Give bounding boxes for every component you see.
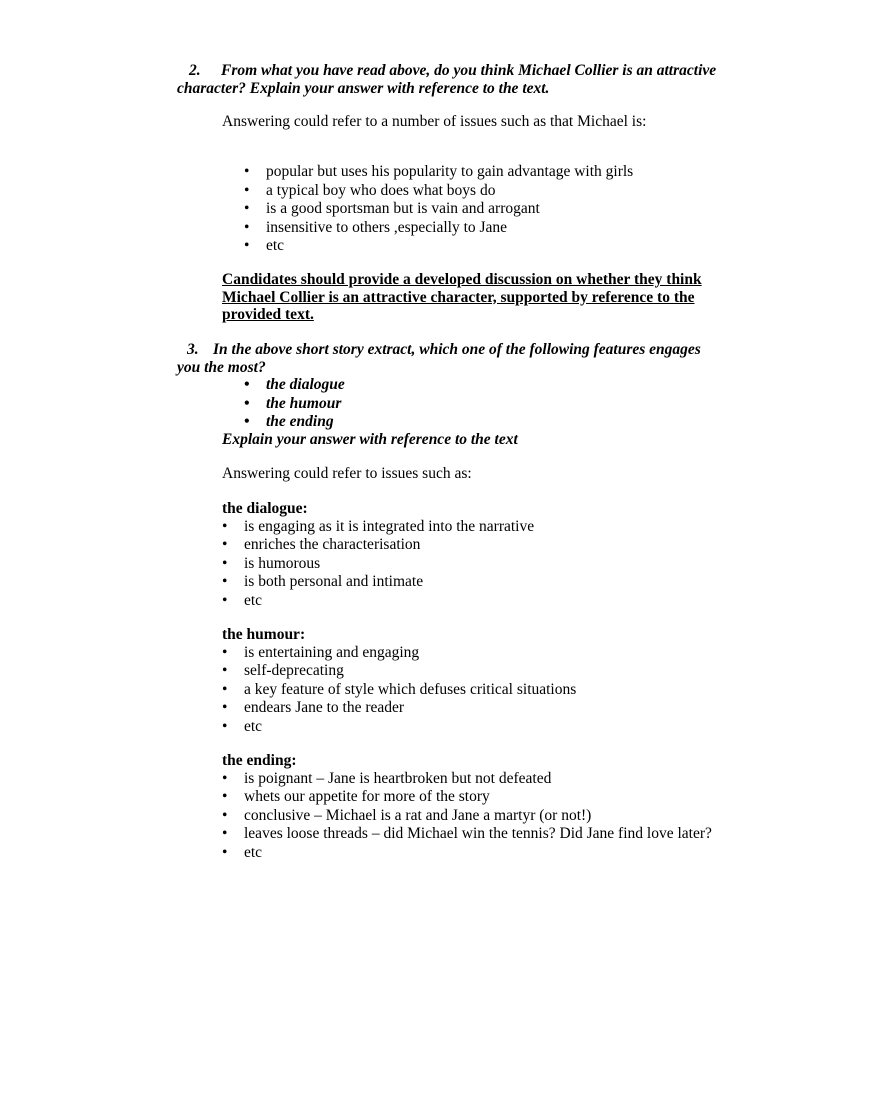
question-3-title — [177, 341, 722, 377]
list-item: • is entertaining and engaging — [222, 644, 576, 662]
candidates-guidance: Candidates should provide a developed discussion on whether they think Michael Collier is an attractive character, supported by reference to the provided text. — [222, 271, 702, 323]
list-item: • a key feature of style which defuses critical situations — [222, 681, 576, 699]
list-item: • whets our appetite for more of the story — [222, 788, 712, 806]
list-item: • etc — [222, 592, 534, 610]
list-item: • is both personal and intimate — [222, 573, 534, 591]
list-item: • self-deprecating — [222, 662, 576, 680]
question-2-text: From what you have read above, do you think Michael Collier is an attractive character? Explain your answer with reference to the text. — [177, 62, 717, 97]
question-2-number: 2. — [189, 62, 201, 79]
list-item: • leaves loose threads – did Michael win the tennis? Did Jane find love later? — [222, 825, 712, 843]
list-item: • conclusive – Michael is a rat and Jane a martyr (or not!) — [222, 807, 712, 825]
list-item: • a typical boy who does what boys do — [244, 182, 633, 201]
question-3-number: 3. — [187, 341, 199, 358]
list-item: • etc — [244, 237, 633, 256]
humour-list — [222, 644, 576, 736]
list-item: • the humour — [244, 395, 345, 414]
list-item: • enriches the characterisation — [222, 536, 534, 554]
list-item: • is poignant – Jane is heartbroken but not defeated — [222, 770, 712, 788]
question-3-intro: Answering could refer to issues such as: — [222, 465, 472, 482]
list-item: • the dialogue — [244, 376, 345, 395]
question-2-intro: Answering could refer to a number of issues such as that Michael is: — [222, 113, 647, 130]
question-3-text: In the above short story extract, which one of the following features engages you the most? — [177, 341, 701, 376]
question-2-bullet-list — [244, 163, 633, 256]
question-3-feature-list — [244, 376, 345, 432]
list-item: • is a good sportsman but is vain and arrogant — [244, 200, 633, 219]
list-item: • etc — [222, 718, 576, 736]
ending-heading: the ending: — [222, 752, 297, 769]
list-item: • endears Jane to the reader — [222, 699, 576, 717]
list-item: • is humorous — [222, 555, 534, 573]
list-item: • etc — [222, 844, 712, 862]
ending-list — [222, 770, 712, 862]
question-3-explain: Explain your answer with reference to the text — [222, 431, 518, 448]
humour-heading: the humour: — [222, 626, 306, 643]
list-item: • popular but uses his popularity to gain advantage with girls — [244, 163, 633, 182]
list-item: • is engaging as it is integrated into the narrative — [222, 518, 534, 536]
question-2-title — [177, 62, 737, 98]
dialogue-heading: the dialogue: — [222, 500, 308, 517]
list-item: • insensitive to others ,especially to Jane — [244, 219, 633, 238]
list-item: • the ending — [244, 413, 345, 432]
dialogue-list — [222, 518, 534, 610]
